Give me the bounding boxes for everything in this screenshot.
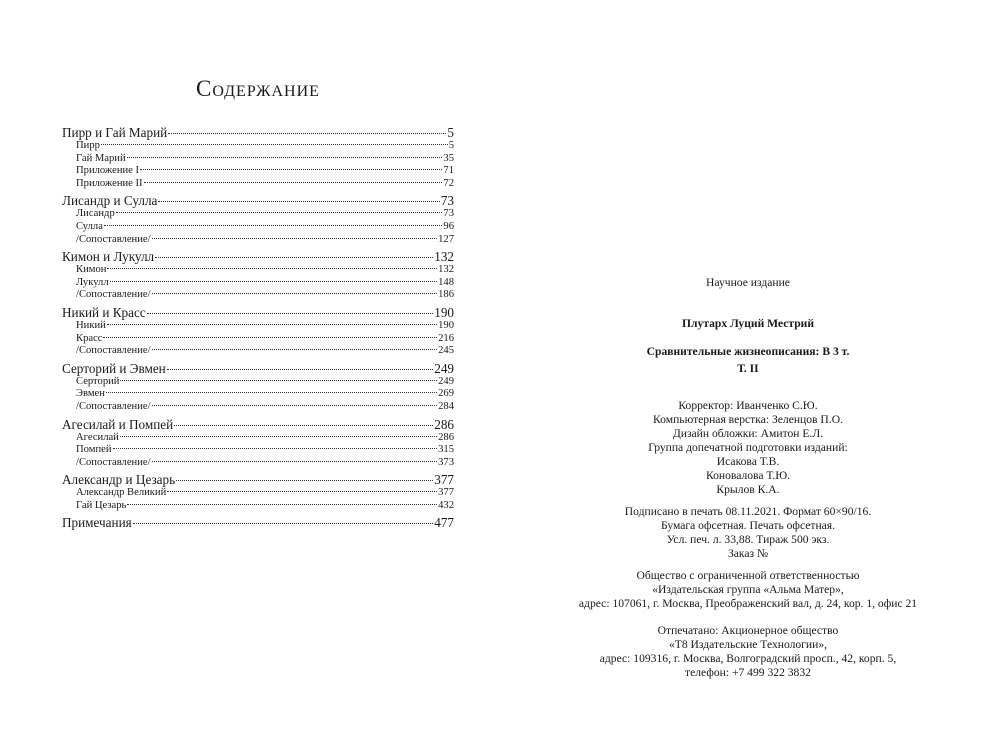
toc-page-number: 72: [443, 177, 454, 189]
page-title: Содержание: [196, 76, 320, 101]
imprint-line: Заказ №: [727, 547, 769, 560]
imprint-line: адрес: 109316, г. Москва, Волгоградский просп., 42, корп. 5,: [599, 652, 897, 665]
toc-entry-label: Помпей: [76, 444, 112, 456]
toc-sub-entry: [62, 444, 454, 457]
toc-entry-label: /Сопоставление/: [76, 456, 151, 468]
printer-info: [558, 624, 938, 680]
imprint-line: Подписано в печать 08.11.2021. Формат 60×90/16.: [624, 505, 872, 518]
toc-entry-label: Сулла: [76, 220, 103, 232]
toc-page-number: 315: [438, 444, 454, 456]
toc-entry-label: Примечания: [62, 515, 132, 531]
toc-entry-label: Лукулл: [76, 276, 109, 288]
edition-type: Научное издание: [706, 276, 790, 289]
dot-leader: [167, 369, 433, 370]
toc-entry-label: Пирр: [76, 140, 100, 151]
staff-list: [558, 399, 938, 497]
toc-page-number: 377: [438, 487, 454, 499]
toc-entry-label: Кимон: [76, 264, 107, 276]
toc-entry-label: Никий и Красс: [62, 304, 146, 320]
toc-entry-label: Гай Марий: [76, 152, 126, 164]
toc-group: [62, 515, 454, 530]
toc-main-entry: [62, 515, 454, 530]
toc-entry-label: /Сопоставление/: [76, 400, 151, 412]
toc-group: [62, 249, 454, 302]
toc-group: [62, 125, 454, 190]
toc-page-number: 5: [447, 125, 454, 140]
toc-page-number: 132: [434, 249, 454, 265]
imprint-line: Коновалова Т.Ю.: [705, 469, 791, 482]
toc-entry-label: Лисандр и Сулла: [62, 193, 158, 209]
toc-page-number: 127: [438, 233, 454, 245]
dot-leader: [127, 157, 443, 158]
toc-page-number: 73: [443, 208, 454, 220]
toc-main-entry: [62, 249, 454, 264]
toc-sub-entry: [62, 221, 454, 234]
toc-entry-label: Эвмен: [76, 388, 105, 400]
toc-sub-entry: [62, 432, 454, 445]
toc-sub-entry: [62, 165, 454, 178]
toc-page-number: 73: [440, 193, 454, 209]
dot-leader: [152, 461, 438, 462]
author-name: Плутарх Луций Местрий: [681, 317, 815, 330]
imprint-line: Исакова Т.В.: [716, 455, 780, 468]
toc-group: [62, 472, 454, 512]
imprint-line: Дизайн обложки: Амитон Е.Л.: [672, 427, 824, 440]
imprint-line: адрес: 107061, г. Москва, Преображенский вал, д. 24, кор. 1, офис 21: [578, 597, 918, 610]
toc-page-number: 284: [438, 400, 454, 412]
dot-leader: [127, 504, 437, 505]
imprint-line: Крылов К.А.: [716, 483, 780, 496]
toc-entry-label: /Сопоставление/: [76, 233, 151, 245]
toc-page-number: 190: [438, 319, 454, 331]
toc-entry-label: Красс: [76, 332, 103, 344]
toc-group: [62, 193, 454, 246]
toc-entry-label: Лисандр: [76, 208, 115, 220]
dot-leader: [106, 392, 437, 393]
imprint-line: телефон: +7 499 322 3832: [685, 666, 811, 679]
dot-leader: [133, 523, 434, 524]
toc-page-number: 96: [443, 220, 454, 232]
dot-leader: [110, 281, 437, 282]
toc-sub-entry: [62, 500, 454, 513]
toc-main-entry: [62, 193, 454, 208]
dot-leader: [152, 349, 438, 350]
toc-page-number: 249: [434, 360, 454, 376]
dot-leader: [167, 491, 437, 492]
dot-leader: [107, 268, 437, 269]
toc-sub-entry: [62, 333, 454, 346]
toc-sub-entry: [62, 234, 454, 247]
toc-sub-entry: [62, 140, 454, 153]
toc-sub-entry: [62, 178, 454, 191]
dot-leader: [120, 436, 437, 437]
toc-page-number: 432: [438, 499, 454, 511]
toc-page-number: 186: [438, 289, 454, 301]
toc-page-number: 249: [438, 375, 454, 387]
dot-leader: [103, 337, 437, 338]
toc-sub-entry: [62, 401, 454, 414]
table-of-contents: [62, 125, 454, 533]
toc-main-entry: [62, 361, 454, 376]
volume-number: Т. II: [737, 362, 759, 375]
imprint-line: Бумага офсетная. Печать офсетная.: [660, 519, 836, 532]
toc-page-number: 373: [438, 456, 454, 468]
toc-page-number: 35: [443, 152, 454, 164]
dot-leader: [176, 480, 433, 481]
dot-leader: [116, 212, 443, 213]
toc-sub-entry: [62, 264, 454, 277]
imprint-line: Компьютерная верстка: Зеленцов П.О.: [653, 413, 843, 426]
publisher-info: [558, 569, 938, 611]
imprint-line: Усл. печ. л. 33,88. Тираж 500 экз.: [666, 533, 830, 546]
toc-entry-label: Серторий: [76, 375, 120, 387]
toc-main-entry: [62, 125, 454, 140]
dot-leader: [155, 257, 433, 258]
toc-entry-label: Гай Цезарь: [76, 499, 127, 511]
toc-entry-label: /Сопоставление/: [76, 289, 151, 301]
toc-entry-label: Серторий и Эвмен: [62, 360, 166, 376]
toc-group: [62, 305, 454, 358]
dot-leader: [140, 169, 442, 170]
imprint-line: «Издательская группа «Альма Матер»,: [652, 583, 844, 596]
imprint-line: Отпечатано: Акционерное общество: [657, 624, 839, 637]
dot-leader: [174, 425, 433, 426]
dot-leader: [168, 133, 446, 134]
dot-leader: [113, 448, 438, 449]
toc-sub-entry: [62, 457, 454, 470]
dot-leader: [158, 201, 439, 202]
toc-entry-label: Приложение II: [76, 177, 143, 189]
toc-main-entry: [62, 305, 454, 320]
toc-entry-label: Никий: [76, 319, 106, 331]
toc-page-number: 477: [434, 515, 454, 531]
toc-page-number: 269: [438, 388, 454, 400]
toc-entry-label: Агесилай: [76, 431, 119, 443]
imprint-line: Корректор: Иванченко С.Ю.: [678, 399, 818, 412]
dot-leader: [144, 182, 443, 183]
toc-page-number: 71: [443, 165, 454, 177]
dot-leader: [152, 405, 438, 406]
toc-page-number: 245: [438, 345, 454, 357]
toc-main-entry: [62, 472, 454, 487]
toc-sub-entry: [62, 388, 454, 401]
toc-page-number: 190: [434, 304, 454, 320]
print-info: [558, 505, 938, 561]
imprint-line: Общество с ограниченной ответственностью: [636, 569, 860, 582]
toc-group: [62, 361, 454, 414]
toc-entry-label: Александр Великий: [76, 487, 167, 499]
toc-page-number: 148: [438, 276, 454, 288]
toc-page-number: 216: [438, 332, 454, 344]
toc-main-entry: [62, 417, 454, 432]
dot-leader: [147, 313, 434, 314]
toc-entry-label: Пирр и Гай Марий: [62, 125, 168, 140]
toc-entry-label: Кимон и Лукулл: [62, 249, 155, 265]
toc-sub-entry: [62, 208, 454, 221]
toc-page-number: 5: [448, 140, 454, 151]
toc-entry-label: Агесилай и Помпей: [62, 416, 174, 432]
toc-entry-label: Александр и Цезарь: [62, 472, 176, 488]
book-title: Сравнительные жизнеописания: В 3 т.: [646, 345, 850, 358]
toc-sub-entry: [62, 277, 454, 290]
toc-page-number: 286: [434, 416, 454, 432]
toc-sub-entry: [62, 153, 454, 166]
toc-sub-entry: [62, 289, 454, 302]
toc-entry-label: /Сопоставление/: [76, 345, 151, 357]
dot-leader: [107, 324, 437, 325]
toc-page-number: 286: [438, 431, 454, 443]
dot-leader: [120, 380, 437, 381]
imprint-line: Группа допечатной подготовки изданий:: [648, 441, 848, 454]
toc-entry-label: Приложение I: [76, 165, 140, 177]
toc-sub-entry: [62, 345, 454, 358]
dot-leader: [104, 225, 442, 226]
toc-page-number: 132: [438, 264, 454, 276]
dot-leader: [152, 238, 438, 239]
dot-leader: [152, 293, 438, 294]
toc-sub-entry: [62, 320, 454, 333]
toc-page-number: 377: [434, 472, 454, 488]
dot-leader: [101, 144, 448, 145]
imprint-line: «Т8 Издательские Технологии»,: [668, 638, 828, 651]
toc-sub-entry: [62, 487, 454, 500]
toc-sub-entry: [62, 376, 454, 389]
toc-group: [62, 417, 454, 470]
